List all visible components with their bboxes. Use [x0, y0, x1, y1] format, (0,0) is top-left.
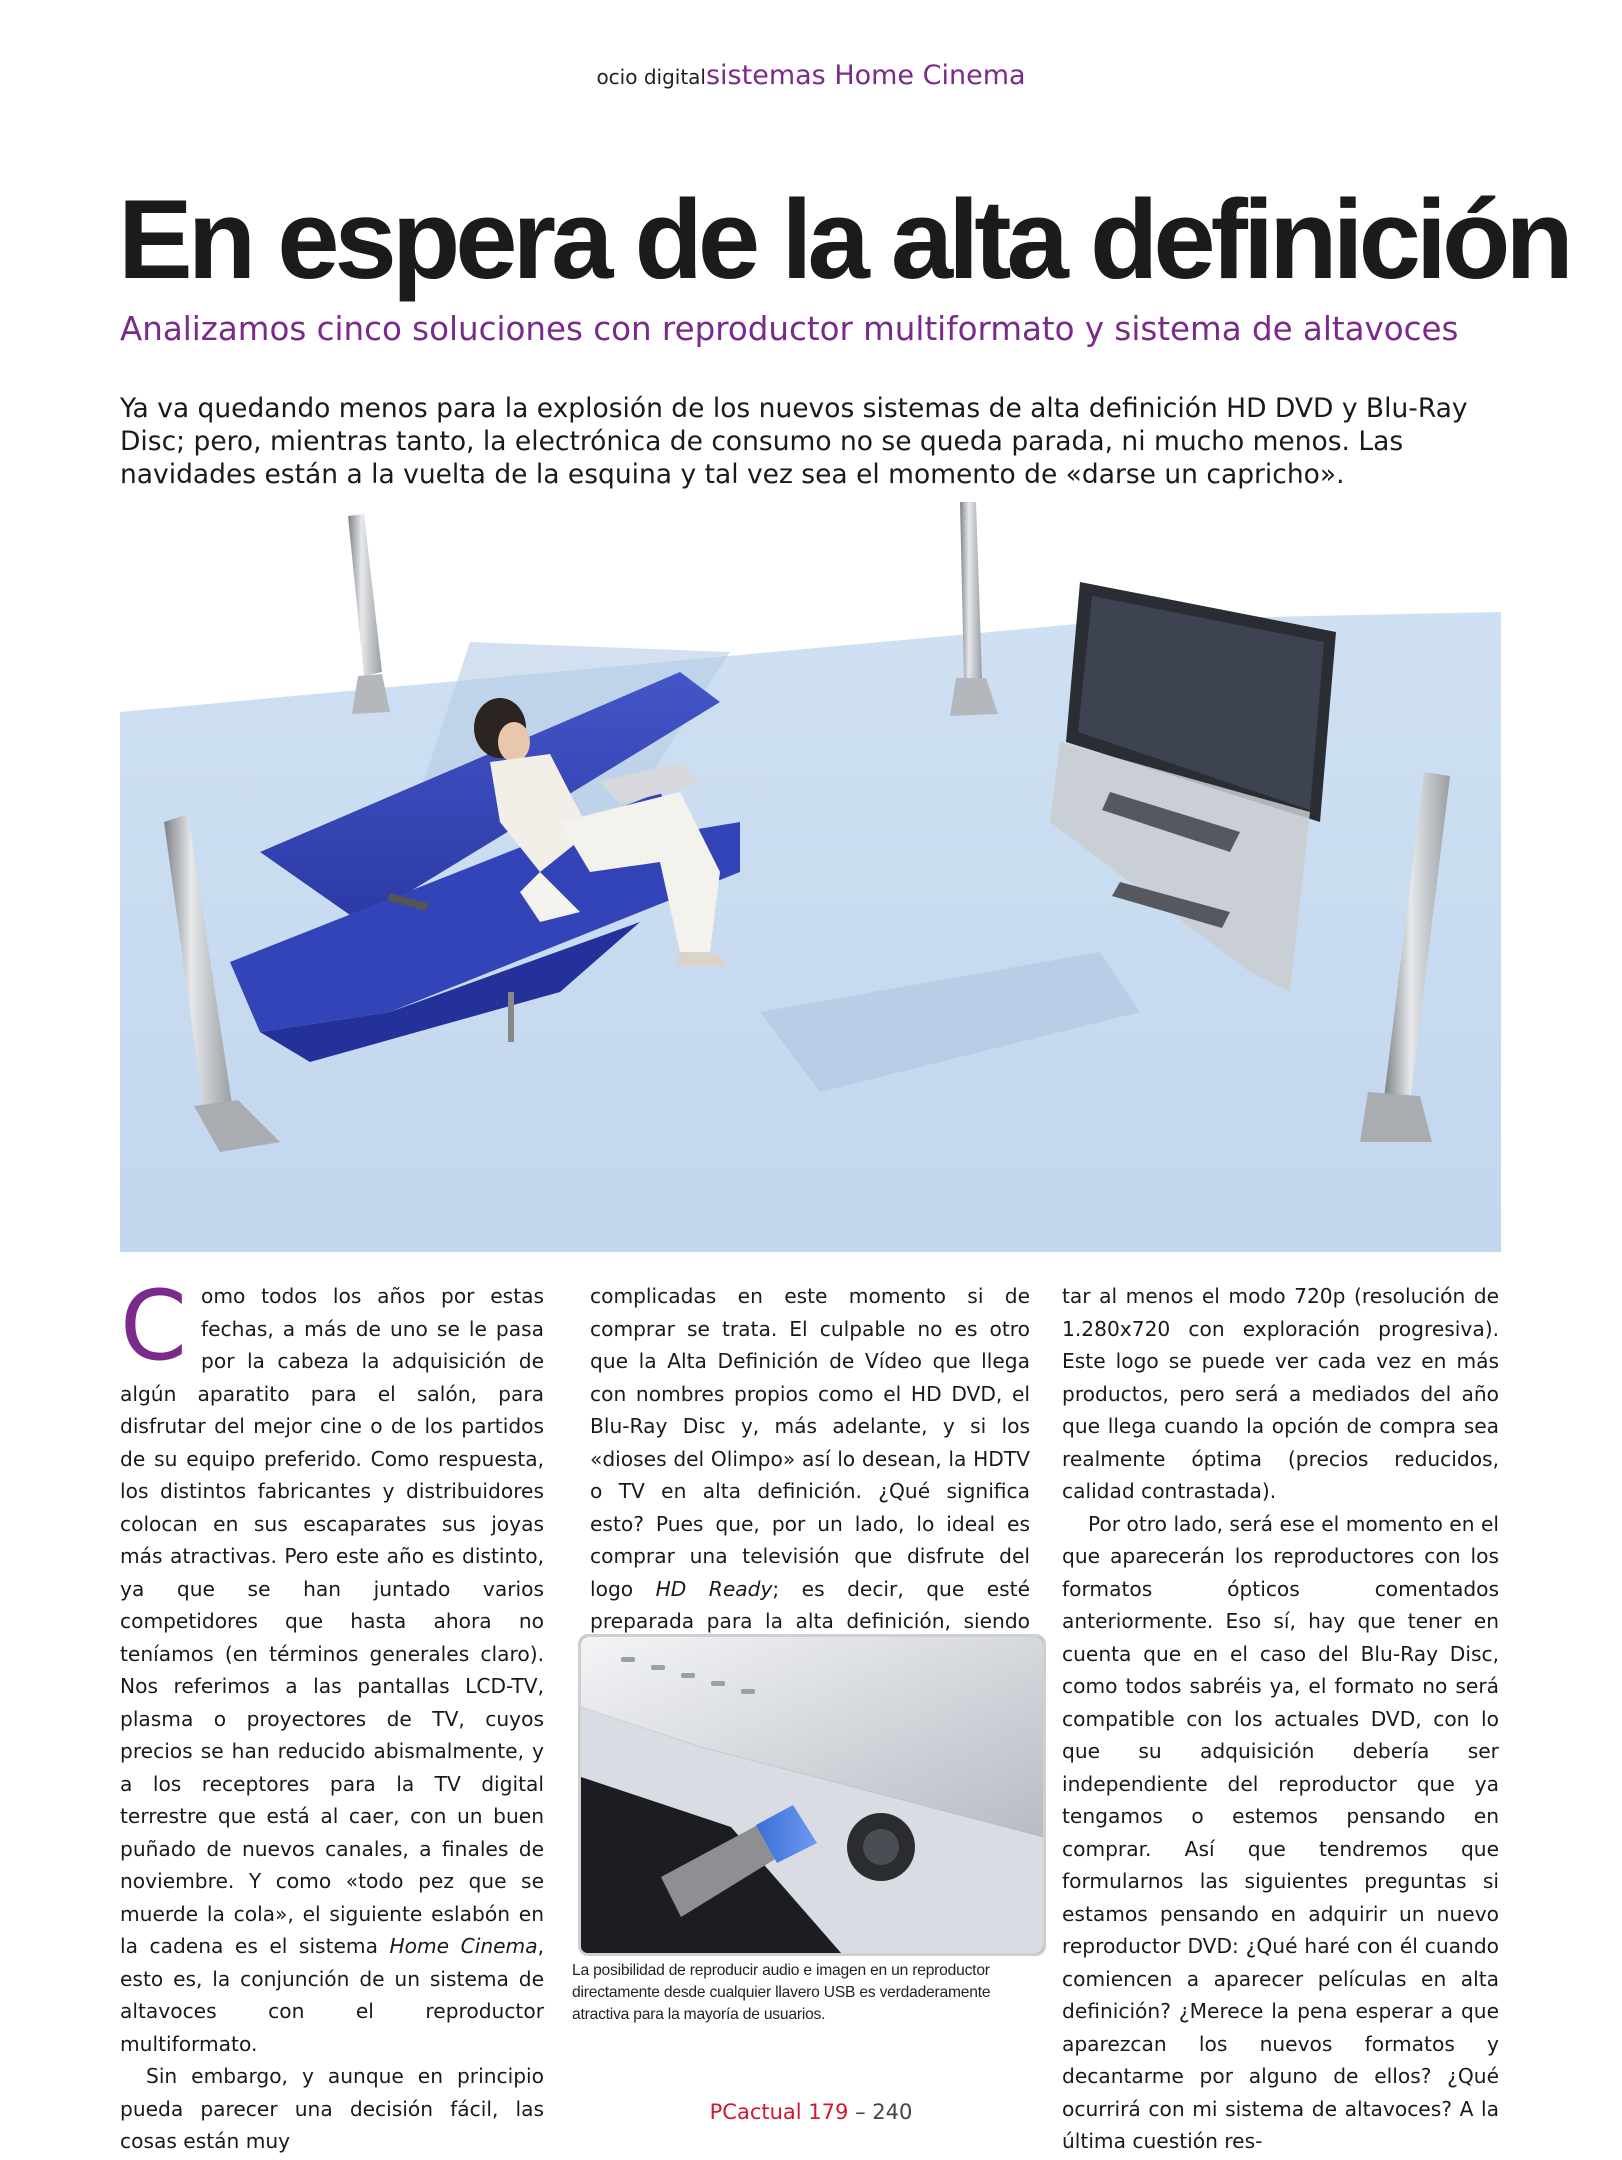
article-title: En espera de la alta definición	[118, 177, 1569, 302]
col1-paragraph-2: Sin embargo, y aunque en principio pueda parecer una decisión fácil, las cosas están muy	[120, 2064, 544, 2153]
footer-separator: –	[848, 2100, 873, 2124]
article-column-1	[120, 1270, 544, 2158]
col2-text-a: complicadas en este momento si de comprar se trata. El culpable no es otro que la Alta Definición de Vídeo que llega con nombres propios como el HD DVD, el Blu-Ray Disc y, más adelante, y si los «dioses del Olimpo» así lo desean, la HDTV o TV en alta definición. ¿Qué significa esto? Pues que, por un lado, lo ideal es comprar una televisión que disfrute del logo	[590, 1284, 1030, 1601]
col1-text-a: omo todos los años por estas fechas, a más de uno se le pasa por la cabeza la adquisición de algún aparatito para el salón, para disfrutar del mejor cine o de los partidos de su equipo preferido. Como respuesta, los distintos fabricantes y distribuidores colocan en sus escaparates sus joyas más atractivas. Pero este año es distinto, ya que se han juntado varios competidores que hasta ahora no teníamos (en términos generales claro). Nos referimos a las pantallas LCD-TV, plasma o proyectores de TV, cuyos precios se han reducido abismalmente, y a los receptores para la TV digital terrestre que está al caer, con un buen puñado de nuevos canales, a finales de noviembre. Y como «todo pez que se muerde la cola», el siguiente eslabón en la cadena es el sistema	[120, 1284, 544, 1958]
usb-player-photo	[578, 1634, 1046, 1956]
topic-label: sistemas Home Cinema	[705, 60, 1026, 91]
article-subtitle: Analizamos cinco soluciones con reproductor multiformato y sistema de altavoces	[120, 310, 1459, 348]
magazine-brand: PCactual 179	[709, 2100, 849, 2124]
col3-paragraph-2: Por otro lado, será ese el momento en el que aparecerán los reproductores con los formatos ópticos comentados anteriormente. Eso sí, hay que tener en cuenta que en el caso del Blu-Ray Disc, como todos sabréis ya, el formato no será compatible con los actuales DVD, con lo que su adquisición debería ser independiente del reproductor que ya tengamos o estemos pensando en comprar. Así que tendremos que formularnos las siguientes preguntas si estamos pensando en adquirir un nuevo reproductor DVD: ¿Qué haré con él cuando comiencen a aparecer películas en alta definición? ¿Merece la pena esperar a que aparezcan los nuevos formatos y decantarme por alguno de ellos? ¿Qué ocurrirá con mi sistema de altavoces? A la última cuestión res-	[1062, 1511, 1499, 2153]
page-number: 240	[872, 2100, 913, 2124]
section-label: ocio digital	[596, 65, 706, 89]
col1-text-b: , esto es, la conjunción de un sistema de altavoces con el reproductor multiformato.	[120, 1934, 544, 2056]
col2-emphasis: HD Ready	[655, 1576, 773, 1601]
lead-paragraph: Ya va quedando menos para la explosión de los nuevos sistemas de alta definición HD DVD y Blu-Ray Disc; pero, mientras tanto, la electrónica de consumo no se queda parada, ni mucho menos. Las navidades están a la vuelta de la esquina y tal vez sea el momento de «darse un capricho».	[120, 393, 1468, 490]
col2-paragraph	[590, 1280, 1030, 1670]
dvd-player-usb-image	[581, 1637, 1043, 1953]
section-header	[0, 60, 1622, 91]
col3-paragraph-1: tar al menos el modo 720p (resolución de 1.280x720 con exploración progresiva). Este logo se puede ver cada vez en más productos, pero será a mediados del año que llega cuando la opción de compra sea realmente óptima (precios reducidos, calidad contrastada).	[1062, 1284, 1499, 1503]
col1-emphasis: Home Cinema	[389, 1934, 538, 1958]
article-column-2	[590, 1280, 1030, 1670]
col2-text-b: ; es decir, que esté preparada para la alta definición, siendo	[590, 1576, 1030, 1633]
drop-cap: C	[120, 1270, 188, 1382]
home-cinema-illustration	[120, 492, 1501, 1252]
photo-caption: La posibilidad de reproducir audio e imagen en un reproductor directamente desde cualquier llavero USB es verdaderamente atractiva para la mayoría de usuarios.	[572, 1962, 991, 2023]
col1-paragraph-1	[120, 1270, 544, 2060]
page-footer	[0, 2100, 1622, 2124]
article-column-3	[1062, 1280, 1499, 2158]
